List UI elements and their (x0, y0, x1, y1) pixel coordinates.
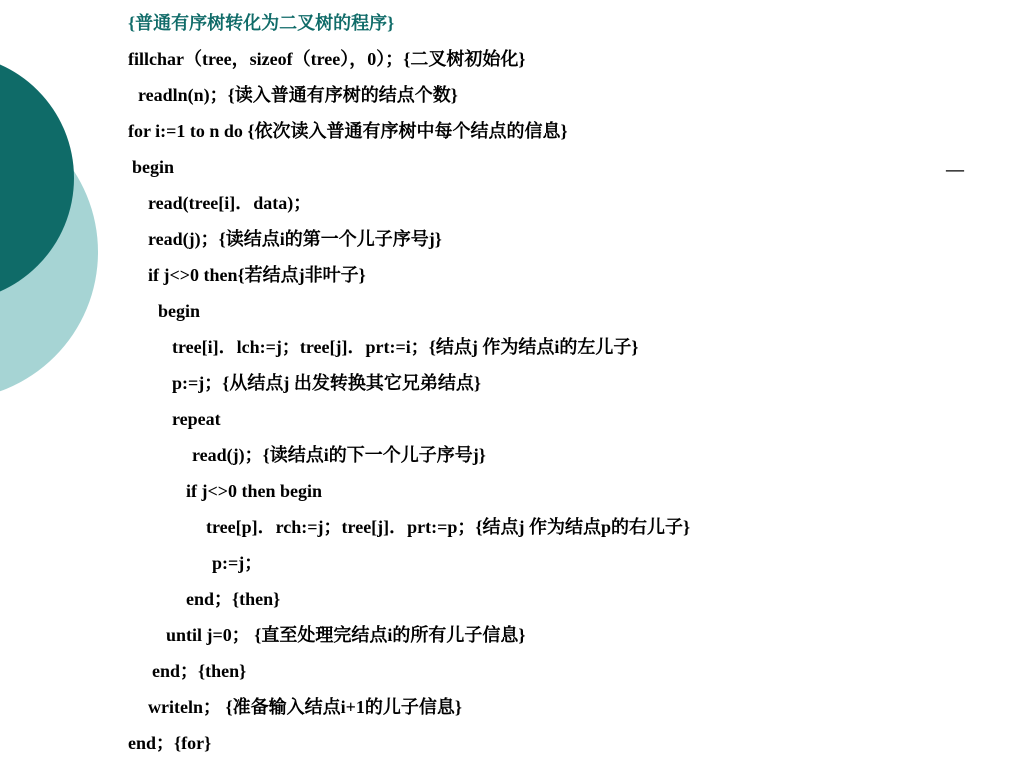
code-line-fillchar: fillchar（tree，sizeof（tree），0）；{二叉树初始化} (128, 49, 526, 69)
code-title: {普通有序树转化为二叉树的程序} (128, 13, 395, 33)
code-line-read-next: read(j)；{读结点i的下一个儿子序号j} (192, 445, 486, 465)
code-line-read-data: read(tree[i]．data)； (148, 193, 312, 213)
code-line-until: until j=0； {直至处理完结点i的所有儿子信息} (166, 625, 526, 645)
decorative-circles (0, 0, 110, 420)
code-line-repeat: repeat (172, 409, 221, 429)
code-line-end-then-inner: end；{then} (186, 589, 281, 609)
code-line-begin-inner: begin (158, 301, 201, 321)
code-line-end-for: end；{for} (128, 733, 212, 753)
code-line-begin-outer: begin (132, 157, 175, 177)
code-line-p-assign: p:=j；{从结点j 出发转换其它兄弟结点} (172, 373, 481, 393)
code-line-rch: tree[p]．rch:=j；tree[j]．prt:=p；{结点j 作为结点p的右儿子} (206, 517, 691, 537)
code-line-lch: tree[i]．lch:=j；tree[j]．prt:=i；{结点j 作为结点i的左儿子} (172, 337, 639, 357)
code-line-writeln: writeln； {准备输入结点i+1的儿子信息} (148, 697, 462, 717)
code-line-p-j: p:=j； (212, 553, 263, 573)
code-line-if-j: if j<>0 then{若结点j非叶子} (148, 265, 366, 285)
code-line-readln: readln(n)；{读入普通有序树的结点个数} (138, 85, 458, 105)
code-line-for: for i:=1 to n do {依次读入普通有序树中每个结点的信息} (128, 121, 568, 141)
dash-mark: — (946, 159, 964, 179)
code-line-if-then-begin: if j<>0 then begin (186, 481, 323, 501)
code-line-end-then-outer: end；{then} (152, 661, 247, 681)
code-line-read-j: read(j)；{读结点i的第一个儿子序号j} (148, 229, 442, 249)
